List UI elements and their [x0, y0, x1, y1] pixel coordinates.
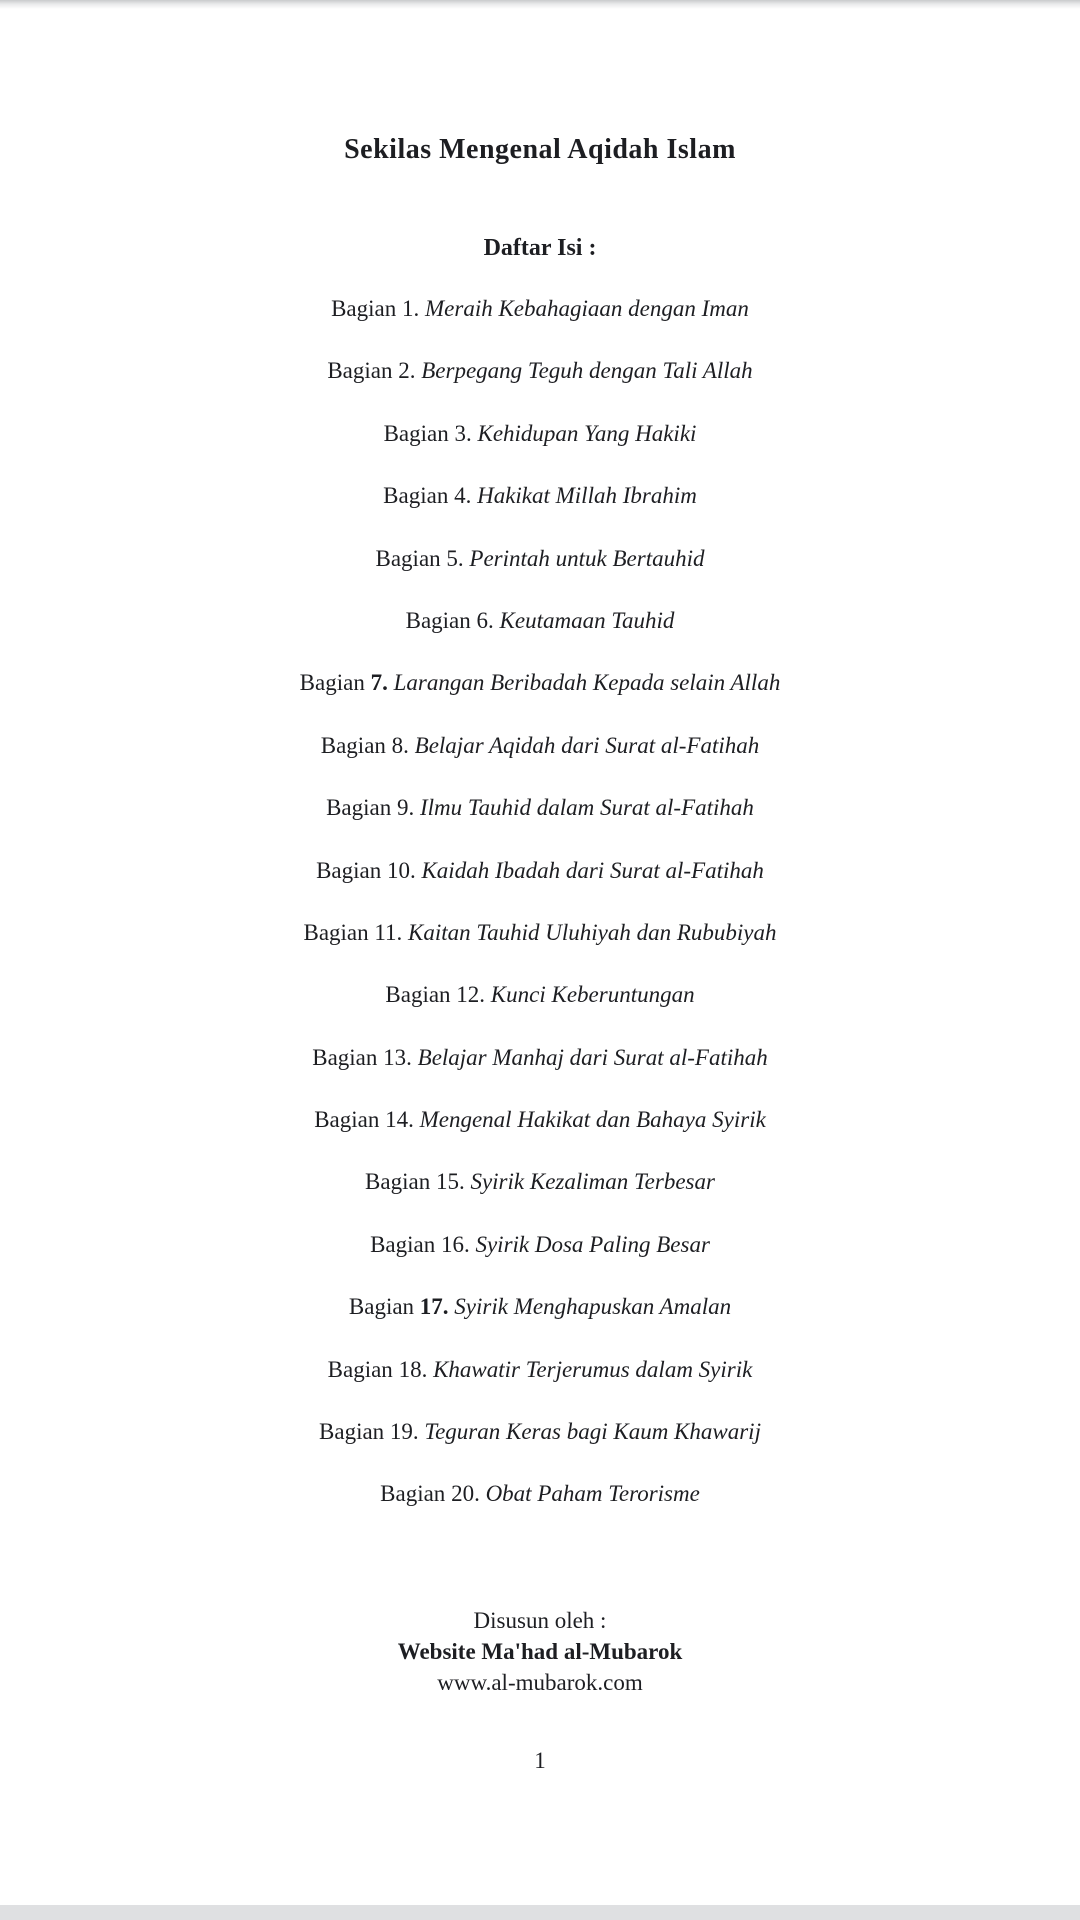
toc-item-prefix: Bagian: [327, 1356, 393, 1382]
toc-item-number: 7.: [370, 670, 388, 696]
toc-item-prefix: Bagian: [331, 296, 397, 321]
toc-item-title: Perintah untuk Bertauhid: [469, 545, 705, 571]
toc-item-number: 20.: [451, 1481, 480, 1507]
toc-item-prefix: Bagian: [316, 857, 382, 883]
toc-item-title: Hakikat Millah Ibrahim: [477, 483, 697, 509]
toc-item-title: Syirik Dosa Paling Besar: [475, 1231, 710, 1257]
toc-item-prefix: Bagian: [380, 1481, 446, 1507]
toc-item-prefix: Bagian: [365, 1169, 431, 1195]
toc-heading: Daftar Isi :: [483, 235, 597, 261]
toc-item-number: 2.: [398, 358, 416, 384]
toc-item-prefix: Bagian: [319, 1419, 385, 1445]
toc-item-number: 15.: [435, 1169, 465, 1195]
toc-item-title: Kaitan Tauhid Uluhiyah dan Rububiyah: [408, 919, 777, 945]
toc-item-3: [0, 403, 1080, 465]
toc-item-prefix: Bagian: [383, 420, 449, 446]
document-title: Sekilas Mengenal Aqidah Islam: [344, 134, 736, 165]
toc-item-prefix: Bagian: [314, 1107, 380, 1133]
toc-item-title: Meraih Kebahagiaan dengan Iman: [425, 296, 749, 321]
toc-item-5: [0, 528, 1080, 590]
toc-item-4: [0, 465, 1080, 527]
toc-item-title: Kehidupan Yang Hakiki: [477, 420, 697, 446]
toc-item-prefix: Bagian: [385, 982, 451, 1008]
footer-site-url: www.al-mubarok.com: [437, 1670, 643, 1695]
toc-item-number: 11.: [374, 919, 403, 945]
toc-item-prefix: Bagian: [405, 607, 471, 633]
toc-item-prefix: Bagian: [299, 670, 365, 696]
toc-item-11: [0, 902, 1080, 964]
toc-item-number: 9.: [396, 795, 415, 821]
toc-item-prefix: Bagian: [312, 1044, 378, 1070]
toc-item-prefix: Bagian: [375, 545, 441, 571]
toc-item-18: [0, 1339, 1080, 1401]
bottom-bar: [0, 1905, 1080, 1920]
toc-item-title: Obat Paham Terorisme: [485, 1481, 700, 1507]
toc-item-title: Belajar Aqidah dari Surat al-Fatihah: [414, 732, 760, 758]
table-of-contents: [0, 278, 1080, 1526]
toc-item-number: 18.: [398, 1356, 428, 1382]
toc-item-title: Larangan Beribadah Kepada selain Allah: [393, 670, 781, 696]
toc-item-title: Khawatir Terjerumus dalam Syirik: [433, 1356, 753, 1382]
toc-item-9: [0, 777, 1080, 839]
toc-item-number: 5.: [446, 545, 464, 571]
toc-item-17: [0, 1276, 1080, 1338]
toc-item-number: 12.: [456, 982, 486, 1008]
toc-item-number: 16.: [440, 1231, 470, 1257]
toc-item-number: 6.: [476, 607, 494, 633]
toc-item-title: Berpegang Teguh dengan Tali Allah: [421, 358, 753, 384]
toc-item-number: 14.: [385, 1107, 414, 1133]
toc-item-12: [0, 964, 1080, 1026]
toc-item-title: Kaidah Ibadah dari Surat al-Fatihah: [421, 857, 764, 883]
toc-item-16: [0, 1214, 1080, 1276]
toc-item-15: [0, 1151, 1080, 1213]
page-number: 1: [534, 1748, 546, 1773]
top-edge-shadow: [0, 0, 1080, 9]
toc-item-6: [0, 590, 1080, 652]
toc-item-prefix: Bagian: [327, 358, 393, 384]
toc-item-number: 3.: [454, 420, 472, 446]
toc-item-title: Teguran Keras bagi Kaum Khawarij: [424, 1419, 761, 1445]
toc-item-prefix: Bagian: [370, 1231, 436, 1257]
toc-item-title: Ilmu Tauhid dalam Surat al-Fatihah: [419, 795, 754, 821]
toc-item-8: [0, 715, 1080, 777]
toc-item-number: 8.: [391, 732, 409, 758]
toc-item-number: 10.: [386, 857, 416, 883]
toc-item-prefix: Bagian: [326, 795, 392, 821]
toc-item-prefix: Bagian: [303, 919, 369, 945]
toc-item-prefix: Bagian: [383, 483, 449, 509]
footer-credits: [0, 1605, 1080, 1698]
toc-item-2: [0, 340, 1080, 402]
toc-item-title: Kunci Keberuntungan: [490, 982, 695, 1008]
toc-item-number: 1.: [402, 296, 420, 321]
toc-item-19: [0, 1401, 1080, 1463]
toc-item-number: 17.: [419, 1294, 449, 1320]
toc-item-10: [0, 840, 1080, 902]
footer-compiled-by: Disusun oleh :: [473, 1608, 607, 1633]
toc-item-prefix: Bagian: [348, 1294, 415, 1320]
toc-item-title: Mengenal Hakikat dan Bahaya Syirik: [419, 1107, 766, 1133]
toc-item-title: Syirik Menghapuskan Amalan: [454, 1294, 732, 1320]
toc-item-title: Syirik Kezaliman Terbesar: [470, 1169, 715, 1195]
toc-item-number: 4.: [454, 483, 472, 509]
toc-item-title: Keutamaan Tauhid: [499, 607, 675, 633]
toc-item-number: 19.: [389, 1419, 419, 1445]
toc-item-20: [0, 1463, 1080, 1525]
toc-item-14: [0, 1089, 1080, 1151]
footer-site-name: Website Ma'had al-Mubarok: [397, 1639, 683, 1664]
toc-item-13: [0, 1027, 1080, 1089]
toc-item-title: Belajar Manhaj dari Surat al-Fatihah: [417, 1044, 768, 1070]
toc-item-number: 13.: [383, 1044, 412, 1070]
toc-item-prefix: Bagian: [320, 732, 386, 758]
toc-item-7: [0, 652, 1080, 714]
toc-item-1: [0, 278, 1080, 340]
